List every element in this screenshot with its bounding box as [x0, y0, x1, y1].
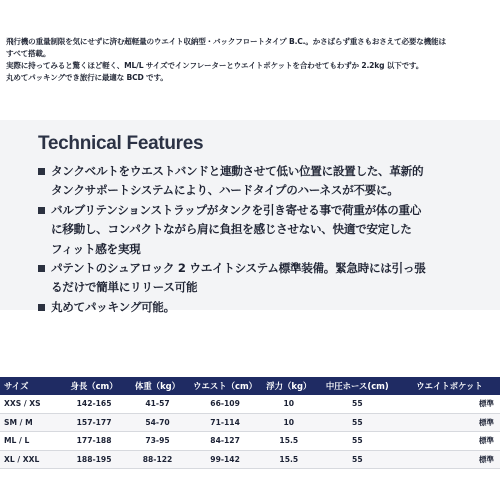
- cell-weight: 73-95: [127, 432, 188, 451]
- cell-waist: 99-142: [188, 450, 262, 469]
- cell-weight-pocket: 標準: [399, 450, 500, 469]
- cell-hose: 55: [316, 432, 399, 451]
- intro-line: 飛行機の重量制限を気にせずに済む超軽量のウエイト収納型・バックフロートタイプ B.C.。かさばらず重さもおさえて必要な機能は: [6, 37, 446, 46]
- cell-height: 188-195: [61, 450, 126, 469]
- col-header-lift: 浮力（kg）: [262, 377, 316, 395]
- table-row: [0, 450, 500, 469]
- bullet-icon: [38, 304, 45, 311]
- table-row: [0, 413, 500, 432]
- col-header-weight: 体重（kg）: [127, 377, 188, 395]
- intro-line: すべて搭載。: [6, 49, 51, 58]
- table-header-row: [0, 377, 500, 395]
- bullet-icon: [38, 168, 45, 175]
- size-spec-table: [0, 377, 500, 469]
- features-list: [38, 162, 478, 317]
- col-header-weight-pocket: ウエイトポケット: [399, 377, 500, 395]
- feature-line: パテントのシュアロック 2 ウエイトシステム標準装備。緊急時には引っ張: [51, 261, 426, 276]
- col-header-hose: 中圧ホース(cm): [316, 377, 399, 395]
- cell-height: 142-165: [61, 395, 126, 413]
- cell-lift: 15.5: [262, 432, 316, 451]
- feature-line: 丸めてパッキング可能。: [51, 299, 175, 314]
- cell-waist: 71-114: [188, 413, 262, 432]
- feature-line: タンクベルトをウエストバンドと連動させて低い位置に設置した、革新的: [51, 164, 424, 178]
- cell-size: XXS / XS: [0, 395, 61, 413]
- bullet-icon: [38, 207, 45, 214]
- cell-weight-pocket: 標準: [399, 432, 500, 451]
- feature-line: に移動し、コンパクトながら肩に負担を感じさせない、快適で安定した: [51, 222, 412, 237]
- intro-line: 丸めてパッキングでき旅行に最適な BCD です。: [6, 73, 168, 82]
- cell-height: 157-177: [61, 413, 126, 432]
- cell-waist: 66-109: [188, 395, 262, 413]
- cell-size: ML / L: [0, 432, 61, 451]
- cell-lift: 10: [262, 413, 316, 432]
- feature-line: るだけで簡単にリリース可能: [51, 280, 198, 295]
- cell-waist: 84-127: [188, 432, 262, 451]
- cell-lift: 10: [262, 395, 316, 413]
- cell-weight-pocket: 標準: [399, 413, 500, 432]
- cell-height: 177-188: [61, 432, 126, 451]
- col-header-size: サイズ: [0, 377, 61, 395]
- features-title: Technical Features: [38, 133, 204, 154]
- intro-line: 実際に持ってみると驚くほど軽く、ML/L サイズでインフレーターとウエイトポケットを合わせてもわずか 2.2kg 以下です。: [6, 61, 424, 70]
- col-header-height: 身長（cm）: [61, 377, 126, 395]
- feature-item: [38, 201, 478, 259]
- bullet-icon: [38, 265, 45, 272]
- cell-weight-pocket: 標準: [399, 395, 500, 413]
- cell-hose: 55: [316, 450, 399, 469]
- table-row: [0, 432, 500, 451]
- feature-line: バルブリテンションストラップがタンクを引き寄せる事で荷重が体の重心: [51, 202, 422, 217]
- intro-text: [6, 36, 498, 84]
- feature-item: [38, 259, 478, 298]
- cell-hose: 55: [316, 395, 399, 413]
- col-header-waist: ウエスト（cm）: [188, 377, 262, 395]
- cell-size: SM / M: [0, 413, 61, 432]
- feature-item: [38, 298, 478, 317]
- table-row: [0, 395, 500, 413]
- cell-weight: 41-57: [127, 395, 188, 413]
- feature-line: フィット感を実現: [51, 241, 141, 256]
- cell-weight: 54-70: [127, 413, 188, 432]
- cell-lift: 15.5: [262, 450, 316, 469]
- cell-size: XL / XXL: [0, 450, 61, 469]
- cell-hose: 55: [316, 413, 399, 432]
- feature-line: タンクサポートシステムにより、ハードタイプのハーネスが不要に。: [51, 183, 399, 198]
- cell-weight: 88-122: [127, 450, 188, 469]
- feature-item: [38, 162, 478, 201]
